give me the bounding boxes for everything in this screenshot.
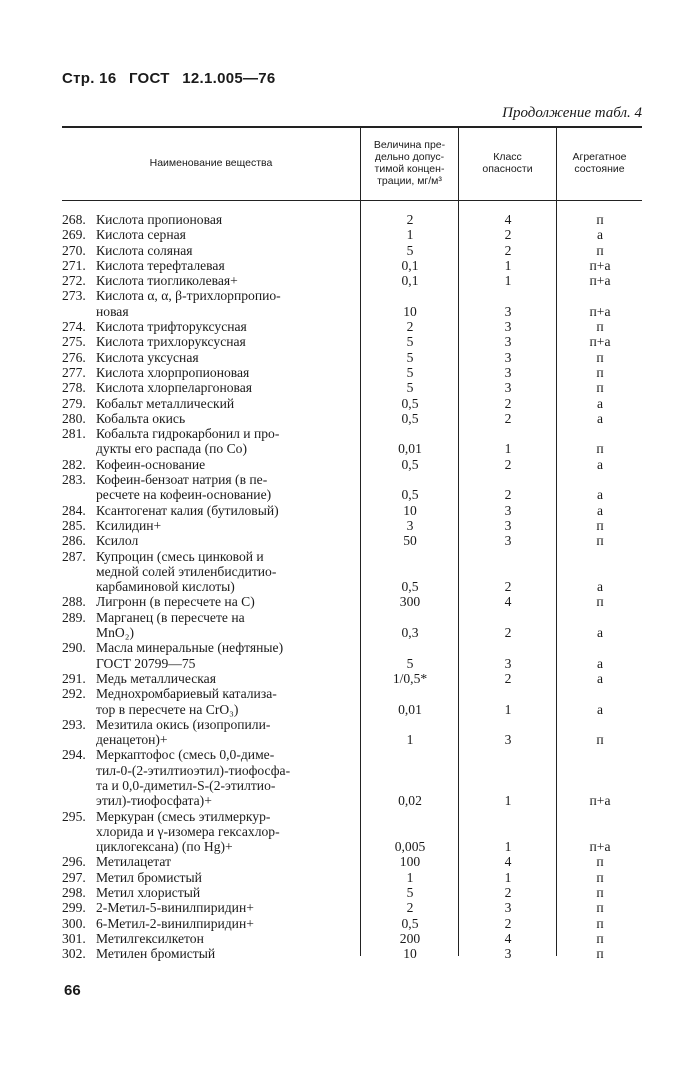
row-number: 301. — [62, 930, 86, 946]
header-state: Агрегатное состояние — [572, 151, 627, 175]
substance-name — [62, 380, 354, 395]
row-number: 295. — [62, 808, 86, 824]
state-value: а — [596, 502, 604, 518]
limit-value: 100 — [399, 854, 421, 870]
substance-name-line: Кислота трифторуксусная — [96, 319, 247, 335]
limit-value: 3 — [406, 517, 414, 533]
substance-name-line: Кислота α, α, β-трихлорпропио- — [96, 288, 281, 304]
state-value: п — [596, 242, 604, 258]
hazard-class-value: 1 — [504, 869, 512, 885]
substance-name — [62, 319, 354, 334]
substance-name — [62, 503, 354, 518]
state-value: п — [596, 349, 604, 365]
table-row — [62, 288, 642, 319]
page-label: Стр. 16 — [62, 70, 117, 87]
substance-name-line: 2-Метил-5-винилпиридин+ — [96, 900, 254, 916]
table-header-rule — [62, 200, 642, 201]
hazard-class-value: 2 — [504, 915, 512, 931]
substance-name — [62, 946, 354, 961]
state-value: п+а — [589, 273, 611, 289]
substance-name-line: 6-Метил-2-винилпиридин+ — [96, 915, 254, 931]
substance-name — [62, 549, 354, 595]
substance-name-line: Кислота уксусная — [96, 349, 199, 365]
substance-name-line: новая — [96, 303, 129, 319]
state-value: п — [596, 533, 604, 549]
substance-name-line: Метилацетат — [96, 854, 172, 870]
state-value: а — [596, 701, 604, 717]
row-number: 269. — [62, 227, 86, 243]
limit-value: 300 — [399, 594, 421, 610]
limit-value: 0,3 — [401, 625, 419, 641]
substance-name — [62, 258, 354, 273]
limit-value: 5 — [406, 885, 414, 901]
substance-name — [62, 900, 354, 915]
limit-value: 1 — [406, 869, 414, 885]
substance-name-line: Ксилол — [96, 533, 139, 549]
table-row — [62, 472, 642, 503]
limit-value: 10 — [403, 946, 417, 962]
header-name: Наименование вещества — [149, 157, 273, 169]
substance-name-line: та и 0,0-диметил-S-(2-этилтио- — [96, 777, 276, 793]
table-row — [62, 380, 642, 395]
table-row — [62, 212, 642, 227]
table-row — [62, 258, 642, 273]
hazard-class-value: 1 — [504, 441, 512, 457]
row-number: 268. — [62, 212, 86, 227]
substance-name-line: Меркаптофос (смесь 0,0-диме- — [96, 747, 275, 763]
row-number: 302. — [62, 946, 86, 962]
state-value: п+а — [589, 334, 611, 350]
substance-name-line: Метилгексилкетон — [96, 930, 204, 946]
limit-value: 0,5 — [401, 487, 419, 503]
table-row — [62, 319, 642, 334]
table-row — [62, 273, 642, 288]
substance-name-line: денацетон)+ — [96, 732, 168, 748]
substance-name — [62, 885, 354, 900]
hazard-class-value: 2 — [504, 227, 512, 243]
hazard-class-value: 3 — [504, 946, 512, 962]
substance-name — [62, 870, 354, 885]
substance-name-line: хлорида и γ-изомера гексахлор- — [96, 823, 280, 839]
table-row — [62, 931, 642, 946]
substance-name-line: Меркуран (смесь этилмеркур- — [96, 808, 271, 824]
row-number: 277. — [62, 364, 86, 380]
substance-name-line: Кислота трихлоруксусная — [96, 334, 246, 350]
table-row — [62, 503, 642, 518]
header-hazard-class: Класс опасности — [482, 151, 533, 175]
substance-name — [62, 610, 354, 641]
hazard-class-value: 3 — [504, 502, 512, 518]
substance-name — [62, 212, 354, 227]
limit-value: 50 — [403, 533, 417, 549]
table-row — [62, 717, 642, 748]
table-row — [62, 350, 642, 365]
substance-name-line: ресчете на кофеин-основание) — [96, 487, 272, 503]
substance-name-line: Кобальта окись — [96, 410, 186, 426]
limit-value: 10 — [403, 502, 417, 518]
hazard-class-value: 3 — [504, 303, 512, 319]
limit-value: 5 — [406, 242, 414, 258]
limit-value: 10 — [403, 303, 417, 319]
substance-name-line: Ксантогенат калия (бутиловый) — [96, 502, 279, 518]
limit-value: 200 — [399, 930, 421, 946]
state-value: п — [596, 517, 604, 533]
row-number: 272. — [62, 273, 86, 289]
state-value: а — [596, 579, 604, 595]
limit-value: 1 — [406, 227, 414, 243]
hazard-class-value: 2 — [504, 456, 512, 472]
row-number: 284. — [62, 502, 86, 518]
substance-name — [62, 717, 354, 748]
substance-name — [62, 288, 354, 319]
hazard-class-value: 3 — [504, 349, 512, 365]
table-row — [62, 870, 642, 885]
substance-name-line: Лигронн (в пересчете на С) — [96, 594, 255, 610]
substance-name-line: Кислота серная — [96, 227, 186, 243]
limit-value: 0,005 — [394, 839, 426, 855]
substance-name-line: Меднохромбариевый катализа- — [96, 686, 277, 702]
substance-name — [62, 227, 354, 242]
substance-name — [62, 426, 354, 457]
state-value: п — [596, 854, 604, 870]
state-value: п — [596, 930, 604, 946]
limit-value: 0,5 — [401, 915, 419, 931]
table-row — [62, 396, 642, 411]
substance-name-line: Метилен бромистый — [96, 946, 216, 962]
substance-name-line: этил)-тиофосфата)+ — [96, 793, 212, 809]
substance-name — [62, 518, 354, 533]
row-number: 293. — [62, 716, 86, 732]
substance-name-line: Кислота тиогликолевая+ — [96, 273, 238, 289]
state-value: п+а — [589, 839, 611, 855]
hazard-class-value: 2 — [504, 579, 512, 595]
substance-name — [62, 334, 354, 349]
row-number: 288. — [62, 594, 86, 610]
row-number: 291. — [62, 670, 86, 686]
substance-name — [62, 640, 354, 671]
hazard-class-value: 3 — [504, 533, 512, 549]
substance-name-line: Мезитила окись (изопропили- — [96, 716, 271, 732]
row-number: 296. — [62, 854, 86, 870]
row-number: 294. — [62, 747, 86, 763]
hazard-class-value: 3 — [504, 334, 512, 350]
substance-name — [62, 686, 354, 717]
table-row — [62, 334, 642, 349]
standard-label: ГОСТ — [128, 70, 170, 87]
state-value: п+а — [589, 257, 611, 273]
substance-name — [62, 931, 354, 946]
state-value: п — [596, 869, 604, 885]
limit-value: 0,5 — [401, 456, 419, 472]
substance-name — [62, 533, 354, 548]
substance-name — [62, 273, 354, 288]
row-number: 280. — [62, 410, 86, 426]
state-value: п — [596, 915, 604, 931]
substance-name-line: Кислота хлорпропионовая — [96, 364, 250, 380]
hazard-class-value: 2 — [504, 625, 512, 641]
substance-name-line: Кислота соляная — [96, 242, 193, 258]
hazard-class-value: 4 — [504, 854, 512, 870]
substance-name-line: Медь металлическая — [96, 670, 216, 686]
row-number: 297. — [62, 869, 86, 885]
state-value: п+а — [589, 793, 611, 809]
substance-name — [62, 916, 354, 931]
state-value: а — [596, 487, 604, 503]
substance-name-line: дукты его распада (по Со) — [96, 441, 247, 457]
substance-name-line: Масла минеральные (нефтяные) — [96, 640, 284, 656]
row-number: 299. — [62, 900, 86, 916]
state-value: а — [596, 670, 604, 686]
substance-name-line: Ксилидин+ — [96, 517, 162, 533]
substance-name-line: тил-0-(2-этилтиоэтил)-тиофосфа- — [96, 762, 291, 778]
hazard-class-value: 2 — [504, 242, 512, 258]
state-value: п — [596, 441, 604, 457]
table-row — [62, 885, 642, 900]
state-value: п — [596, 594, 604, 610]
table-row — [62, 227, 642, 242]
substance-name-line: Кислота терефталевая — [96, 257, 225, 273]
hazard-class-value: 4 — [504, 212, 512, 227]
hazard-class-value: 1 — [504, 257, 512, 273]
limit-value: 1 — [406, 732, 414, 748]
table-row — [62, 916, 642, 931]
hazard-class-value: 4 — [504, 594, 512, 610]
hazard-class-value: 2 — [504, 670, 512, 686]
state-value: п — [596, 319, 604, 335]
table-row — [62, 365, 642, 380]
state-value: п+а — [589, 303, 611, 319]
table-row — [62, 411, 642, 426]
substance-name — [62, 671, 354, 686]
substance-name — [62, 457, 354, 472]
row-number: 287. — [62, 548, 86, 564]
limit-value: 5 — [406, 364, 414, 380]
substance-name-line: Кислота хлорпеларгоновая — [96, 380, 253, 396]
table-row — [62, 594, 642, 609]
hazard-class-value: 1 — [504, 273, 512, 289]
state-value: а — [596, 456, 604, 472]
table-row — [62, 457, 642, 472]
substance-name-line: медной солей этиленбисдитио- — [96, 563, 277, 579]
table-row — [62, 518, 642, 533]
table-row — [62, 426, 642, 457]
row-number: 274. — [62, 319, 86, 335]
hazard-class-value: 2 — [504, 487, 512, 503]
substance-name-line: Марганец (в пересчете на — [96, 609, 245, 625]
row-number: 282. — [62, 456, 86, 472]
state-value: п — [596, 885, 604, 901]
table-body — [62, 212, 642, 962]
substance-name — [62, 472, 354, 503]
hazard-class-value: 4 — [504, 930, 512, 946]
row-number: 273. — [62, 288, 86, 304]
table-row — [62, 640, 642, 671]
substance-name-line: Кобальт металлический — [96, 395, 235, 411]
standard-number: 12.1.005—76 — [182, 70, 276, 87]
state-value: а — [596, 625, 604, 641]
limit-value: 1/0,5* — [392, 670, 428, 686]
limit-value: 2 — [406, 212, 414, 227]
row-number: 285. — [62, 517, 86, 533]
limit-value: 2 — [406, 319, 414, 335]
hazard-class-value: 3 — [504, 732, 512, 748]
hazard-class-value: 3 — [504, 900, 512, 916]
table-row — [62, 686, 642, 717]
substance-name-line: ГОСТ 20799—75 — [96, 655, 196, 671]
table-row — [62, 900, 642, 915]
table-row — [62, 854, 642, 869]
limit-value: 5 — [406, 349, 414, 365]
row-number: 290. — [62, 640, 86, 656]
state-value: п — [596, 380, 604, 396]
limit-value: 5 — [406, 380, 414, 396]
table-row — [62, 533, 642, 548]
row-number: 275. — [62, 334, 86, 350]
table-row — [62, 549, 642, 595]
hazard-class-value: 3 — [504, 319, 512, 335]
table-continuation-caption: Продолжение табл. 4 — [502, 105, 642, 121]
substance-name — [62, 350, 354, 365]
substance-name-line: тор в пересчете на CrO₃) — [96, 701, 239, 717]
row-number: 279. — [62, 395, 86, 411]
row-number: 281. — [62, 426, 86, 442]
limit-value: 5 — [406, 334, 414, 350]
state-value: а — [596, 227, 604, 243]
hazard-class-value: 1 — [504, 701, 512, 717]
row-number: 298. — [62, 885, 86, 901]
limit-value: 0,1 — [401, 257, 419, 273]
limit-value: 5 — [406, 655, 414, 671]
substance-name — [62, 243, 354, 258]
hazard-class-value: 2 — [504, 395, 512, 411]
state-value: а — [596, 410, 604, 426]
table-row — [62, 243, 642, 258]
substance-name — [62, 396, 354, 411]
substance-name — [62, 411, 354, 426]
substance-name-line: Метил бромистый — [96, 869, 202, 885]
state-value: п — [596, 946, 604, 962]
page-header — [62, 70, 284, 87]
limit-value: 0,5 — [401, 410, 419, 426]
substance-name-line: MnO₂) — [96, 625, 134, 641]
row-number: 278. — [62, 380, 86, 396]
substance-name-line: Кобальта гидрокарбонил и про- — [96, 426, 280, 442]
limit-value: 2 — [406, 900, 414, 916]
header-limit: Величина пре- дельно допус- тимой концен- трации, мг/м³ — [373, 139, 446, 187]
limit-value: 0,5 — [401, 395, 419, 411]
state-value: п — [596, 732, 604, 748]
hazard-class-value: 3 — [504, 517, 512, 533]
row-number: 270. — [62, 242, 86, 258]
substance-name-line: Кофеин-бензоат натрия (в пе- — [96, 472, 268, 488]
state-value: п — [596, 364, 604, 380]
substance-name-line: циклогексана) (по Hg)+ — [96, 839, 233, 855]
row-number: 300. — [62, 915, 86, 931]
substance-name — [62, 747, 354, 808]
row-number: 283. — [62, 472, 86, 488]
hazard-class-value: 3 — [504, 655, 512, 671]
table-row — [62, 809, 642, 855]
page-number: 66 — [64, 982, 81, 999]
table-row — [62, 610, 642, 641]
hazard-class-value: 3 — [504, 380, 512, 396]
row-number: 286. — [62, 533, 86, 549]
row-number: 271. — [62, 257, 86, 273]
limit-value: 0,02 — [398, 793, 422, 809]
limit-value: 0,01 — [398, 701, 422, 717]
table-row — [62, 671, 642, 686]
hazard-class-value: 1 — [504, 839, 512, 855]
state-value: п — [596, 212, 604, 227]
limit-value: 0,5 — [401, 579, 419, 595]
limit-value: 0,1 — [401, 273, 419, 289]
state-value: п — [596, 900, 604, 916]
substance-name — [62, 365, 354, 380]
hazard-class-value: 1 — [504, 793, 512, 809]
hazard-class-value: 3 — [504, 364, 512, 380]
row-number: 276. — [62, 349, 86, 365]
hazard-class-value: 2 — [504, 885, 512, 901]
state-value: а — [596, 655, 604, 671]
state-value: а — [596, 395, 604, 411]
hazard-class-value: 2 — [504, 410, 512, 426]
substance-name-line: карбаминовой кислоты) — [96, 579, 235, 595]
substance-name-line: Купроцин (смесь цинковой и — [96, 548, 264, 564]
table-row — [62, 747, 642, 808]
substance-name — [62, 594, 354, 609]
row-number: 289. — [62, 609, 86, 625]
table-row — [62, 946, 642, 961]
row-number: 292. — [62, 686, 86, 702]
limit-value: 0,01 — [398, 441, 422, 457]
substance-name-line: Метил хлористый — [96, 885, 201, 901]
substance-name-line: Кофеин-основание — [96, 456, 206, 472]
substance-name — [62, 854, 354, 869]
substance-name — [62, 809, 354, 855]
substance-name-line: Кислота пропионовая — [96, 212, 223, 227]
